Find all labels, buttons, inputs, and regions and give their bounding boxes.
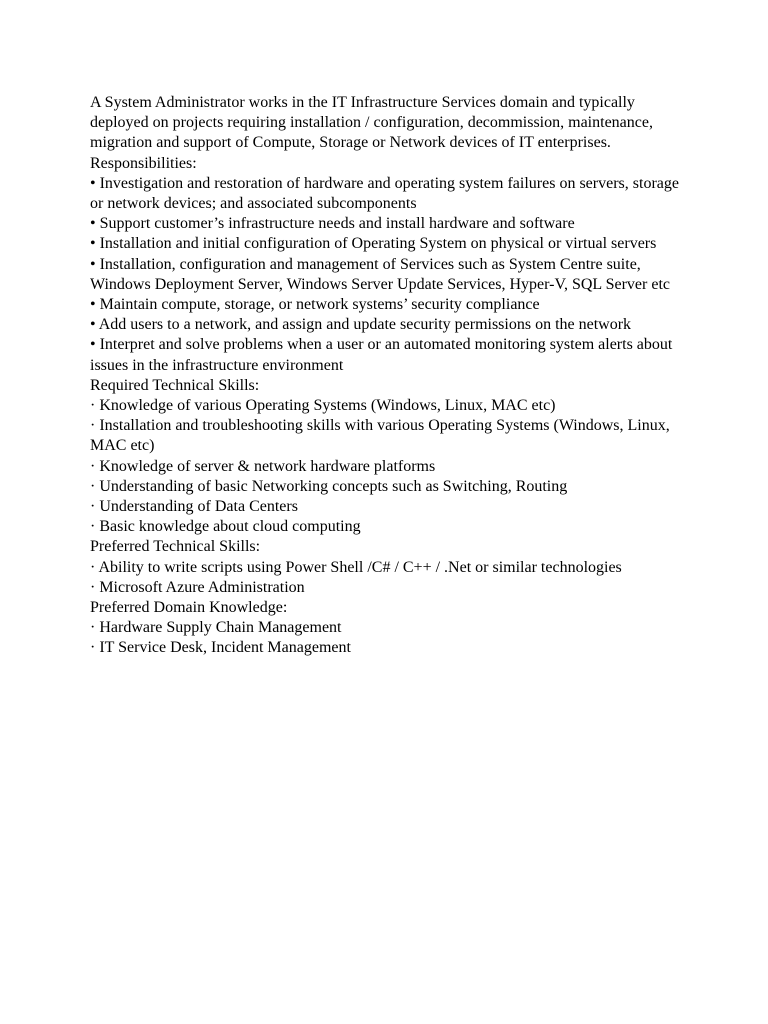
preferred-skills-heading: Preferred Technical Skills: bbox=[90, 538, 261, 556]
required-skill-item: · Knowledge of server & network hardware platforms bbox=[90, 457, 436, 475]
responsibility-item: • Add users to a network, and assign and update security permissions on the network bbox=[90, 316, 632, 334]
responsibility-item: • Investigation and restoration of hardware and operating system failures on servers, storage or network devices; and associated subcomponents bbox=[90, 174, 679, 213]
preferred-skill-item: · Ability to write scripts using Power Shell /C# / C++ / .Net or similar technologies bbox=[90, 558, 622, 576]
required-skills-heading: Required Technical Skills: bbox=[90, 376, 260, 394]
required-skill-item: · Basic knowledge about cloud computing bbox=[90, 518, 361, 536]
responsibility-item: • Support customer’s infrastructure needs and install hardware and software bbox=[90, 215, 575, 233]
required-skill-item: · Understanding of basic Networking concepts such as Switching, Routing bbox=[90, 477, 568, 495]
intro-paragraph: A System Administrator works in the IT Infrastructure Services domain and typically deployed on projects requiring installation / configuration, decommission, maintenance, migration and support of Compute, Storage or Network devices of IT enterprises. bbox=[90, 94, 653, 152]
responsibilities-heading: Responsibilities: bbox=[90, 154, 197, 172]
document-body bbox=[90, 93, 680, 659]
responsibility-item: • Maintain compute, storage, or network systems’ security compliance bbox=[90, 296, 540, 314]
responsibility-item: • Installation and initial configuration of Operating System on physical or virtual servers bbox=[90, 235, 657, 253]
preferred-domain-item: · IT Service Desk, Incident Management bbox=[90, 639, 351, 657]
responsibility-item: • Interpret and solve problems when a user or an automated monitoring system alerts about issues in the infrastructure environment bbox=[90, 336, 673, 374]
required-skill-item: · Installation and troubleshooting skills with various Operating Systems (Windows, Linux, MAC etc) bbox=[90, 417, 670, 455]
responsibility-item: • Installation, configuration and management of Services such as System Centre suite, Windows Deployment Server, Windows Server Update Services, Hyper-V, SQL Server etc bbox=[90, 255, 670, 293]
preferred-skill-item: · Microsoft Azure Administration bbox=[90, 578, 305, 596]
preferred-domain-heading: Preferred Domain Knowledge: bbox=[90, 599, 288, 617]
preferred-domain-item: · Hardware Supply Chain Management bbox=[90, 619, 342, 637]
required-skill-item: · Knowledge of various Operating Systems (Windows, Linux, MAC etc) bbox=[90, 397, 556, 415]
required-skill-item: · Understanding of Data Centers bbox=[90, 498, 298, 516]
